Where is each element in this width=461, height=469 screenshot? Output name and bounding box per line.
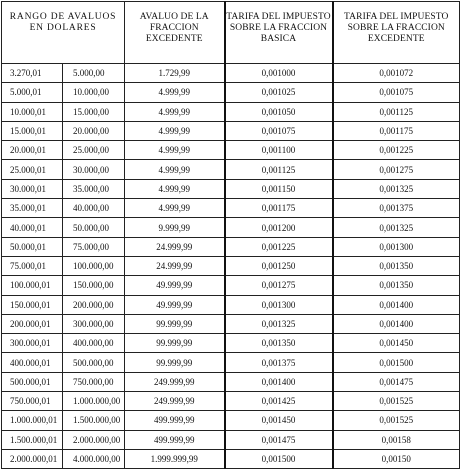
cell-hasta: 15.000,00: [63, 102, 125, 121]
cell-avaluo: 1.999.999,99: [125, 449, 225, 468]
cell-tarifa-excedente: 0,001325: [333, 218, 460, 237]
cell-tarifa-excedente: 0,001175: [333, 121, 460, 140]
cell-tarifa-excedente: 0,001450: [333, 334, 460, 353]
cell-avaluo: 49.999,99: [125, 276, 225, 295]
cell-tarifa-basica: 0,001175: [225, 199, 333, 218]
cell-tarifa-excedente: 0,001300: [333, 237, 460, 256]
cell-hasta: 100.000,00: [63, 256, 125, 275]
cell-avaluo: 499.999,99: [125, 411, 225, 430]
cell-desde: 150.000,01: [2, 295, 63, 314]
cell-desde: 400.000,01: [2, 353, 63, 372]
cell-desde: 30.000,01: [2, 179, 63, 198]
table-row: [2, 276, 460, 295]
cell-desde: 10.000,01: [2, 102, 63, 121]
cell-hasta: 200.000,00: [63, 295, 125, 314]
table-header-row: [2, 2, 460, 64]
table-row: [2, 372, 460, 391]
cell-avaluo: 4.999,99: [125, 83, 225, 102]
cell-tarifa-basica: 0,001300: [225, 295, 333, 314]
cell-hasta: 150.000,00: [63, 276, 125, 295]
cell-hasta: 5.000,00: [63, 64, 125, 83]
cell-hasta: 750.000,00: [63, 372, 125, 391]
cell-desde: 5.000,01: [2, 83, 63, 102]
cell-tarifa-basica: 0,001325: [225, 314, 333, 333]
cell-desde: 35.000,01: [2, 199, 63, 218]
cell-hasta: 75.000,00: [63, 237, 125, 256]
cell-tarifa-excedente: 0,001325: [333, 179, 460, 198]
cell-tarifa-basica: 0,001200: [225, 218, 333, 237]
table-row: [2, 334, 460, 353]
cell-hasta: 400.000,00: [63, 334, 125, 353]
cell-tarifa-excedente: 0,001225: [333, 141, 460, 160]
cell-avaluo: 499.999,99: [125, 430, 225, 449]
cell-avaluo: 4.999,99: [125, 102, 225, 121]
cell-tarifa-excedente: 0,00158: [333, 430, 460, 449]
cell-desde: 750.000,01: [2, 392, 63, 411]
cell-avaluo: 249.999,99: [125, 392, 225, 411]
cell-tarifa-basica: 0,001450: [225, 411, 333, 430]
cell-tarifa-excedente: 0,001400: [333, 314, 460, 333]
cell-desde: 3.270,01: [2, 64, 63, 83]
cell-tarifa-basica: 0,001275: [225, 276, 333, 295]
table-row: [2, 83, 460, 102]
cell-avaluo: 99.999,99: [125, 353, 225, 372]
cell-tarifa-excedente: 0,00150: [333, 449, 460, 468]
cell-tarifa-excedente: 0,001375: [333, 199, 460, 218]
cell-desde: 2.000.000,01: [2, 449, 63, 468]
cell-avaluo: 99.999,99: [125, 334, 225, 353]
header-tarifa-excedente: TARIFA DEL IMPUESTO SOBRE LA FRACCION EXCEDENTE: [333, 2, 460, 64]
cell-avaluo: 4.999,99: [125, 199, 225, 218]
cell-tarifa-basica: 0,001100: [225, 141, 333, 160]
cell-hasta: 35.000,00: [63, 179, 125, 198]
cell-tarifa-excedente: 0,001400: [333, 295, 460, 314]
cell-avaluo: 4.999,99: [125, 160, 225, 179]
cell-hasta: 1.500.000,00: [63, 411, 125, 430]
cell-avaluo: 9.999,99: [125, 218, 225, 237]
table-row: [2, 121, 460, 140]
cell-tarifa-basica: 0,001350: [225, 334, 333, 353]
table-row: [2, 314, 460, 333]
cell-desde: 50.000,01: [2, 237, 63, 256]
cell-desde: 100.000,01: [2, 276, 63, 295]
cell-desde: 75.000,01: [2, 256, 63, 275]
cell-avaluo: 249.999,99: [125, 372, 225, 391]
tax-rate-table: [1, 1, 460, 469]
cell-tarifa-basica: 0,001500: [225, 449, 333, 468]
cell-hasta: 30.000,00: [63, 160, 125, 179]
cell-tarifa-basica: 0,001000: [225, 64, 333, 83]
cell-tarifa-basica: 0,001225: [225, 237, 333, 256]
cell-tarifa-excedente: 0,001475: [333, 372, 460, 391]
cell-tarifa-excedente: 0,001125: [333, 102, 460, 121]
cell-hasta: 4.000.000,00: [63, 449, 125, 468]
cell-tarifa-basica: 0,001475: [225, 430, 333, 449]
table-row: [2, 256, 460, 275]
cell-desde: 300.000,01: [2, 334, 63, 353]
header-rango: RANGO DE AVALUOS EN DOLARES: [2, 2, 125, 64]
cell-desde: 20.000,01: [2, 141, 63, 160]
cell-tarifa-excedente: 0,001075: [333, 83, 460, 102]
cell-hasta: 500.000,00: [63, 353, 125, 372]
table-row: [2, 141, 460, 160]
cell-tarifa-excedente: 0,001350: [333, 256, 460, 275]
table-row: [2, 199, 460, 218]
table-row: [2, 430, 460, 449]
table-row: [2, 295, 460, 314]
cell-avaluo: 24.999,99: [125, 256, 225, 275]
cell-avaluo: 4.999,99: [125, 121, 225, 140]
header-tarifa-basica: TARIFA DEL IMPUESTO SOBRE LA FRACCION BASICA: [225, 2, 333, 64]
table-row: [2, 411, 460, 430]
table-row: [2, 237, 460, 256]
cell-tarifa-excedente: 0,001525: [333, 411, 460, 430]
cell-hasta: 1.000.000,00: [63, 392, 125, 411]
table-row: [2, 160, 460, 179]
cell-tarifa-basica: 0,001375: [225, 353, 333, 372]
cell-hasta: 10.000,00: [63, 83, 125, 102]
cell-tarifa-basica: 0,001150: [225, 179, 333, 198]
cell-avaluo: 49.999,99: [125, 295, 225, 314]
cell-tarifa-basica: 0,001400: [225, 372, 333, 391]
table-row: [2, 102, 460, 121]
cell-desde: 25.000,01: [2, 160, 63, 179]
cell-avaluo: 24.999,99: [125, 237, 225, 256]
cell-desde: 200.000,01: [2, 314, 63, 333]
cell-hasta: 300.000,00: [63, 314, 125, 333]
cell-hasta: 2.000.000,00: [63, 430, 125, 449]
cell-desde: 500.000,01: [2, 372, 63, 391]
cell-tarifa-excedente: 0,001072: [333, 64, 460, 83]
cell-tarifa-basica: 0,001125: [225, 160, 333, 179]
cell-avaluo: 4.999,99: [125, 179, 225, 198]
cell-hasta: 40.000,00: [63, 199, 125, 218]
table-row: [2, 64, 460, 83]
cell-avaluo: 1.729,99: [125, 64, 225, 83]
cell-tarifa-basica: 0,001425: [225, 392, 333, 411]
cell-tarifa-basica: 0,001075: [225, 121, 333, 140]
cell-tarifa-excedente: 0,001525: [333, 392, 460, 411]
table-row: [2, 449, 460, 468]
cell-tarifa-basica: 0,001050: [225, 102, 333, 121]
cell-avaluo: 99.999,99: [125, 314, 225, 333]
cell-hasta: 50.000,00: [63, 218, 125, 237]
cell-hasta: 25.000,00: [63, 141, 125, 160]
cell-tarifa-excedente: 0,001275: [333, 160, 460, 179]
table-row: [2, 353, 460, 372]
cell-desde: 40.000,01: [2, 218, 63, 237]
cell-tarifa-excedente: 0,001350: [333, 276, 460, 295]
cell-desde: 1.000.000,01: [2, 411, 63, 430]
cell-tarifa-basica: 0,001250: [225, 256, 333, 275]
cell-desde: 15.000,01: [2, 121, 63, 140]
cell-desde: 1.500.000,01: [2, 430, 63, 449]
cell-avaluo: 4.999,99: [125, 141, 225, 160]
table-row: [2, 179, 460, 198]
cell-tarifa-excedente: 0,001500: [333, 353, 460, 372]
header-avaluo: AVALUO DE LA FRACCION EXCEDENTE: [125, 2, 225, 64]
table-row: [2, 218, 460, 237]
table-body: [2, 64, 460, 469]
cell-hasta: 20.000,00: [63, 121, 125, 140]
cell-tarifa-basica: 0,001025: [225, 83, 333, 102]
table-row: [2, 392, 460, 411]
